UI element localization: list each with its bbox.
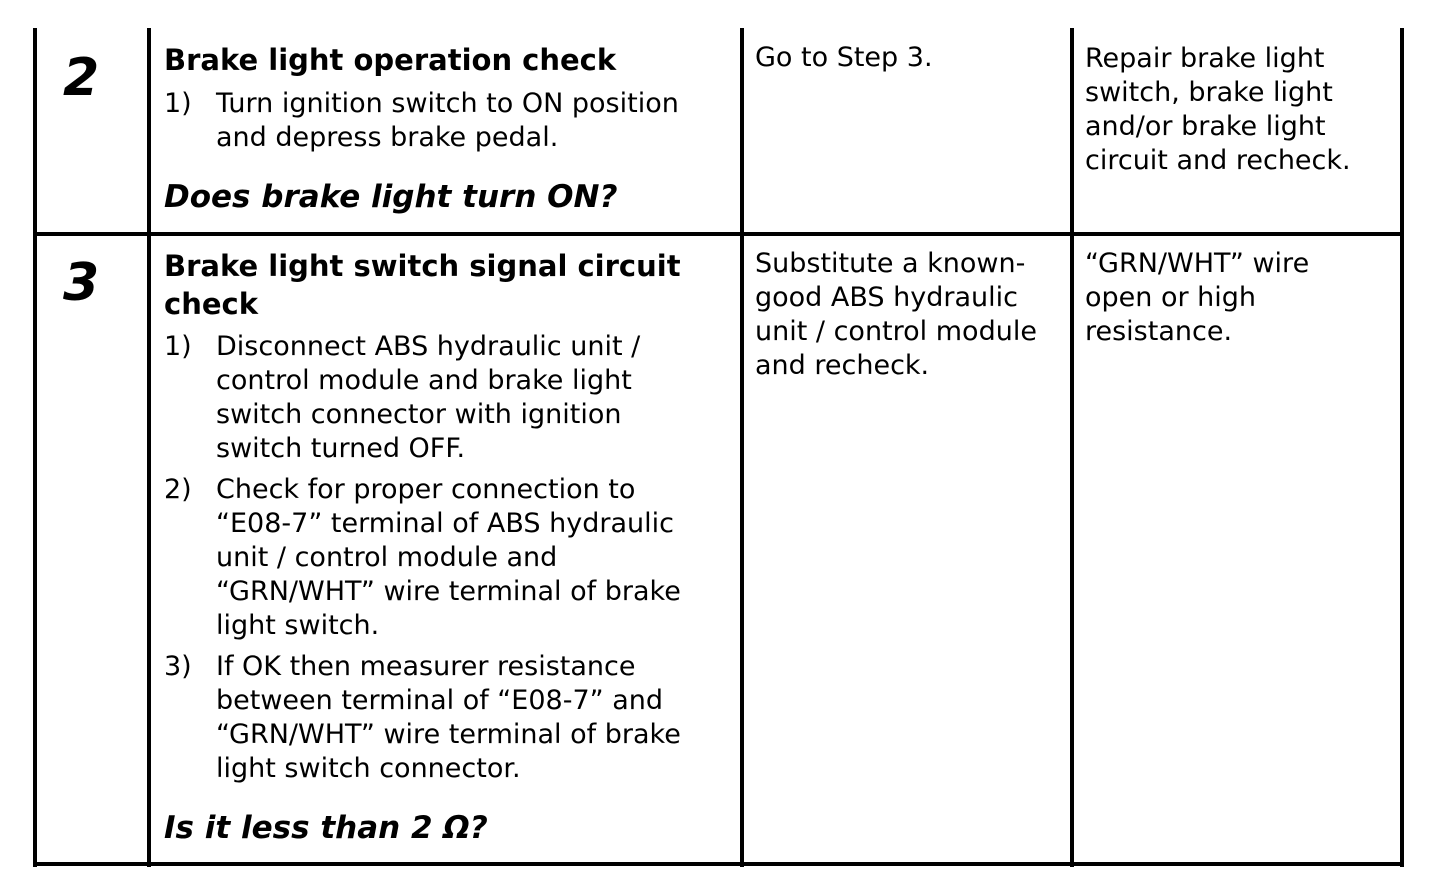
procedure-item-number: 1) <box>164 331 192 362</box>
no-action-line: and/or brake light <box>1085 111 1326 142</box>
procedure-item <box>164 650 734 786</box>
yes-action-line: and recheck. <box>755 350 930 381</box>
procedure-item-line: “E08-7” terminal of ABS hydraulic <box>216 508 674 539</box>
procedure-item-text <box>216 87 679 155</box>
procedure-item-line: light switch. <box>216 610 380 641</box>
table-divider-step <box>147 28 151 867</box>
procedure-item-line: light switch connector. <box>216 753 521 784</box>
yes-action-line: unit / control module <box>755 316 1037 347</box>
procedure-item <box>164 330 734 466</box>
check-title-line: check <box>164 287 258 321</box>
procedure-item-line: unit / control module and <box>216 542 558 573</box>
procedure-item-line: “GRN/WHT” wire terminal of brake <box>216 719 681 750</box>
procedure-item-text <box>216 330 640 466</box>
procedure-item-line: Turn ignition switch to ON position <box>216 88 679 119</box>
procedure-item-line: Check for proper connection to <box>216 474 636 505</box>
check-question: Does brake light turn ON? <box>164 179 618 215</box>
yes-action <box>755 41 933 75</box>
no-action-line: Repair brake light <box>1085 43 1325 74</box>
no-action <box>1085 42 1351 178</box>
yes-action-line: Substitute a known- <box>755 248 1026 279</box>
procedure-item <box>164 87 734 155</box>
procedure-item-line: control module and brake light <box>216 365 632 396</box>
step-number: 3 <box>63 253 100 313</box>
check-title-line: Brake light switch signal circuit <box>164 249 681 283</box>
table-border-right <box>1400 28 1404 867</box>
check-title <box>164 247 681 323</box>
no-action-line: circuit and recheck. <box>1085 145 1351 176</box>
yes-action-line: good ABS hydraulic <box>755 282 1018 313</box>
no-action-line: resistance. <box>1085 316 1233 347</box>
table-divider-check <box>740 28 744 867</box>
procedure-item-line: between terminal of “E08-7” and <box>216 685 664 716</box>
no-action-line: open or high <box>1085 282 1257 313</box>
yes-action-line: Go to Step 3. <box>755 42 933 73</box>
row-divider <box>33 232 1404 236</box>
no-action-line: switch, brake light <box>1085 77 1333 108</box>
table-divider-yes <box>1070 28 1074 867</box>
procedure-item-line: and depress brake pedal. <box>216 122 559 153</box>
procedure-item-number: 1) <box>164 88 192 119</box>
table-border-left <box>33 28 37 867</box>
no-action <box>1085 247 1309 349</box>
yes-action <box>755 247 1037 383</box>
procedure-item-number: 2) <box>164 474 192 505</box>
procedure-item-text <box>216 650 681 786</box>
procedure-item-line: Disconnect ABS hydraulic unit / <box>216 331 641 362</box>
procedure-item-text <box>216 473 681 643</box>
check-title-line: Brake light operation check <box>164 43 617 77</box>
check-title <box>164 41 616 79</box>
check-question: Is it less than 2 Ω? <box>164 810 488 846</box>
procedure-item <box>164 473 734 643</box>
procedure-item-line: “GRN/WHT” wire terminal of brake <box>216 576 681 607</box>
procedure-item-number: 3) <box>164 651 192 682</box>
no-action-line: “GRN/WHT” wire <box>1085 248 1310 279</box>
table-border-bottom <box>33 862 1404 866</box>
procedure-item-line: switch connector with ignition <box>216 399 622 430</box>
procedure-item-line: switch turned OFF. <box>216 433 466 464</box>
step-number: 2 <box>63 48 100 108</box>
procedure-item-line: If OK then measurer resistance <box>216 651 636 682</box>
